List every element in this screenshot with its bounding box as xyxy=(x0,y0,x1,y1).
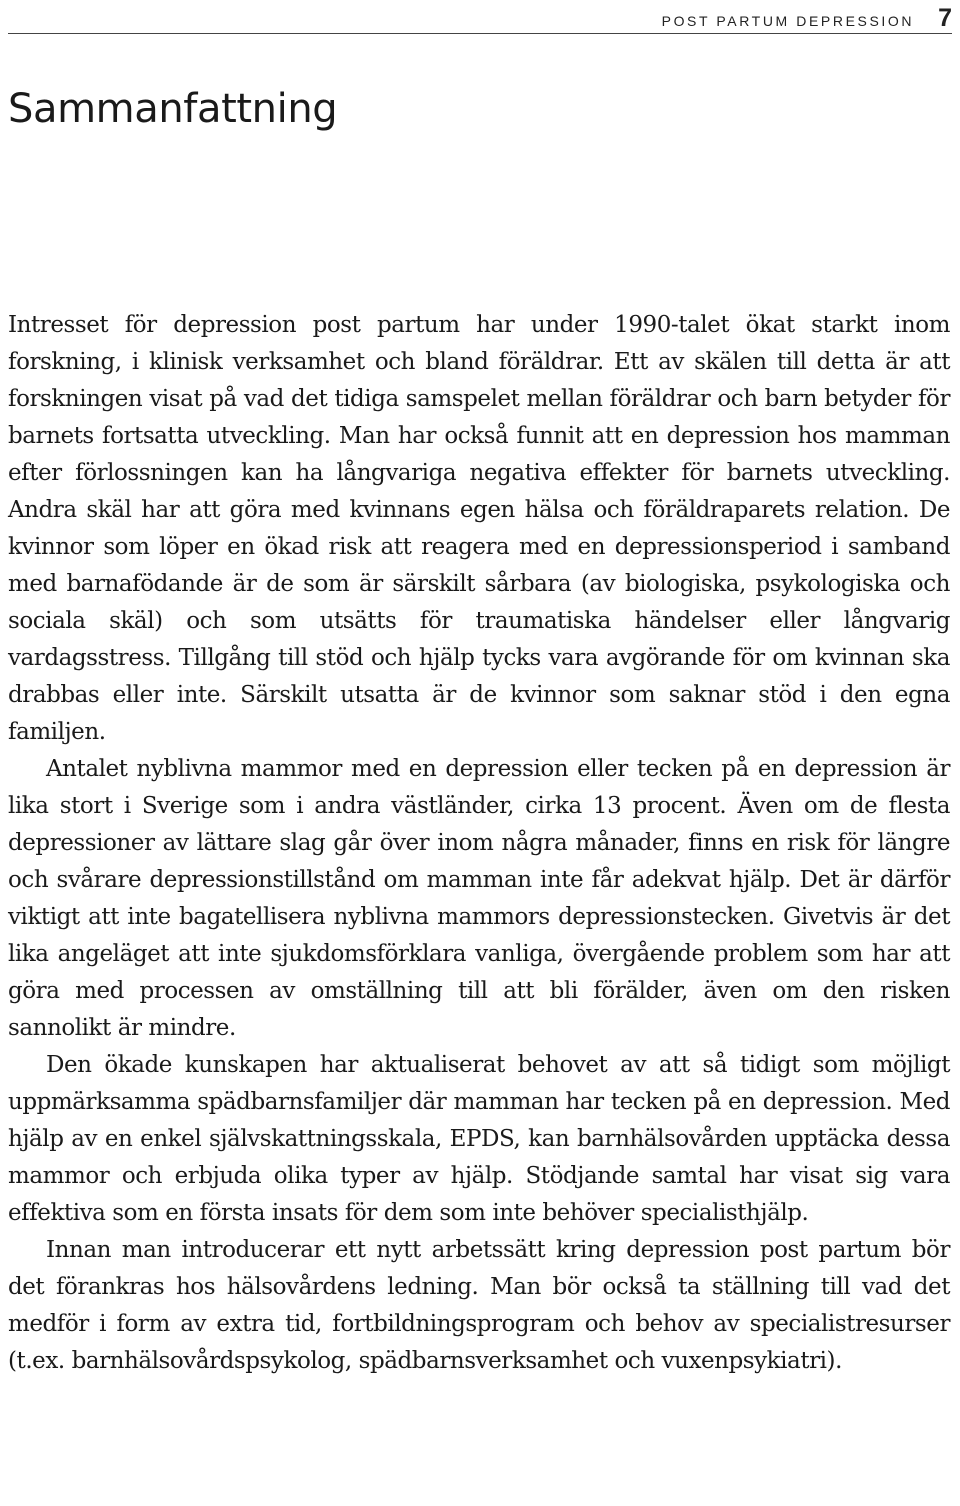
paragraph: Intresset för depression post partum har under 1990-talet ökat starkt inom forskning, i klinisk verksamhet och bland föräldrar. Ett av skälen till detta är att forskningen visat på vad det tidiga samspelet mellan föräldrar och barn betyder för barnets fortsatta utveckling. Man har också funnit att en depression hos mamman efter förlossningen kan ha långvariga negativa effekter för barnets utveckling. Andra skäl har att göra med kvinnans egen hälsa och föräldraparets relation. De kvinnor som löper en ökad risk att reagera med en depressionsperiod i samband med barnafödande är de som är särskilt sårbara (av biologiska, psykologiska och sociala skäl) och som utsätts för traumatiska händelser eller långvarig vardagsstress. Tillgång till stöd och hjälp tycks vara avgörande för om kvinnan ska drabbas eller inte. Särskilt utsatta är de kvinnor som saknar stöd i den egna familjen. xyxy=(8,312,950,745)
paragraph: Innan man introducerar ett nytt arbetssätt kring depression post partum bör det förankras hos hälsovårdens ledning. Man bör också ta ställning till vad det medför i form av extra tid, fortbildningsprogram och behov av specialistresurser (t.ex. barnhälsovårdspsykolog, spädbarnsverksamhet och vuxenpsykiatri). xyxy=(8,1237,950,1374)
running-title: POST PARTUM DEPRESSION xyxy=(661,13,915,29)
page-number: 7 xyxy=(938,4,952,32)
body-text xyxy=(8,307,950,1380)
running-header xyxy=(662,4,952,33)
header-rule xyxy=(8,33,952,34)
section-title: Sammanfattning xyxy=(8,86,338,132)
paragraph: Den ökade kunskapen har aktualiserat behovet av att så tidigt som möjligt uppmärksamma spädbarnsfamiljer där mamman har tecken på en depression. Med hjälp av en enkel självskattningsskala, EPDS, kan barnhälsovården upptäcka dessa mammor och erbjuda olika typer av hjälp. Stödjande samtal har visat sig vara effektiva som en första insats för dem som inte behöver specialisthjälp. xyxy=(8,1052,950,1226)
paragraph: Antalet nyblivna mammor med en depression eller tecken på en depression är lika stort i Sverige som i andra västländer, cirka 13 procent. Även om de flesta depressioner av lättare slag går över inom några månader, finns en risk för längre och svårare depressionstillstånd om mamman inte får adekvat hjälp. Det är därför viktigt att inte bagatellisera nyblivna mammors depressionstecken. Givetvis är det lika angeläget att inte sjukdomsförklara vanliga, övergående problem som har att göra med processen av omställning till att bli förälder, även om den risken sannolikt är mindre. xyxy=(8,756,950,1041)
